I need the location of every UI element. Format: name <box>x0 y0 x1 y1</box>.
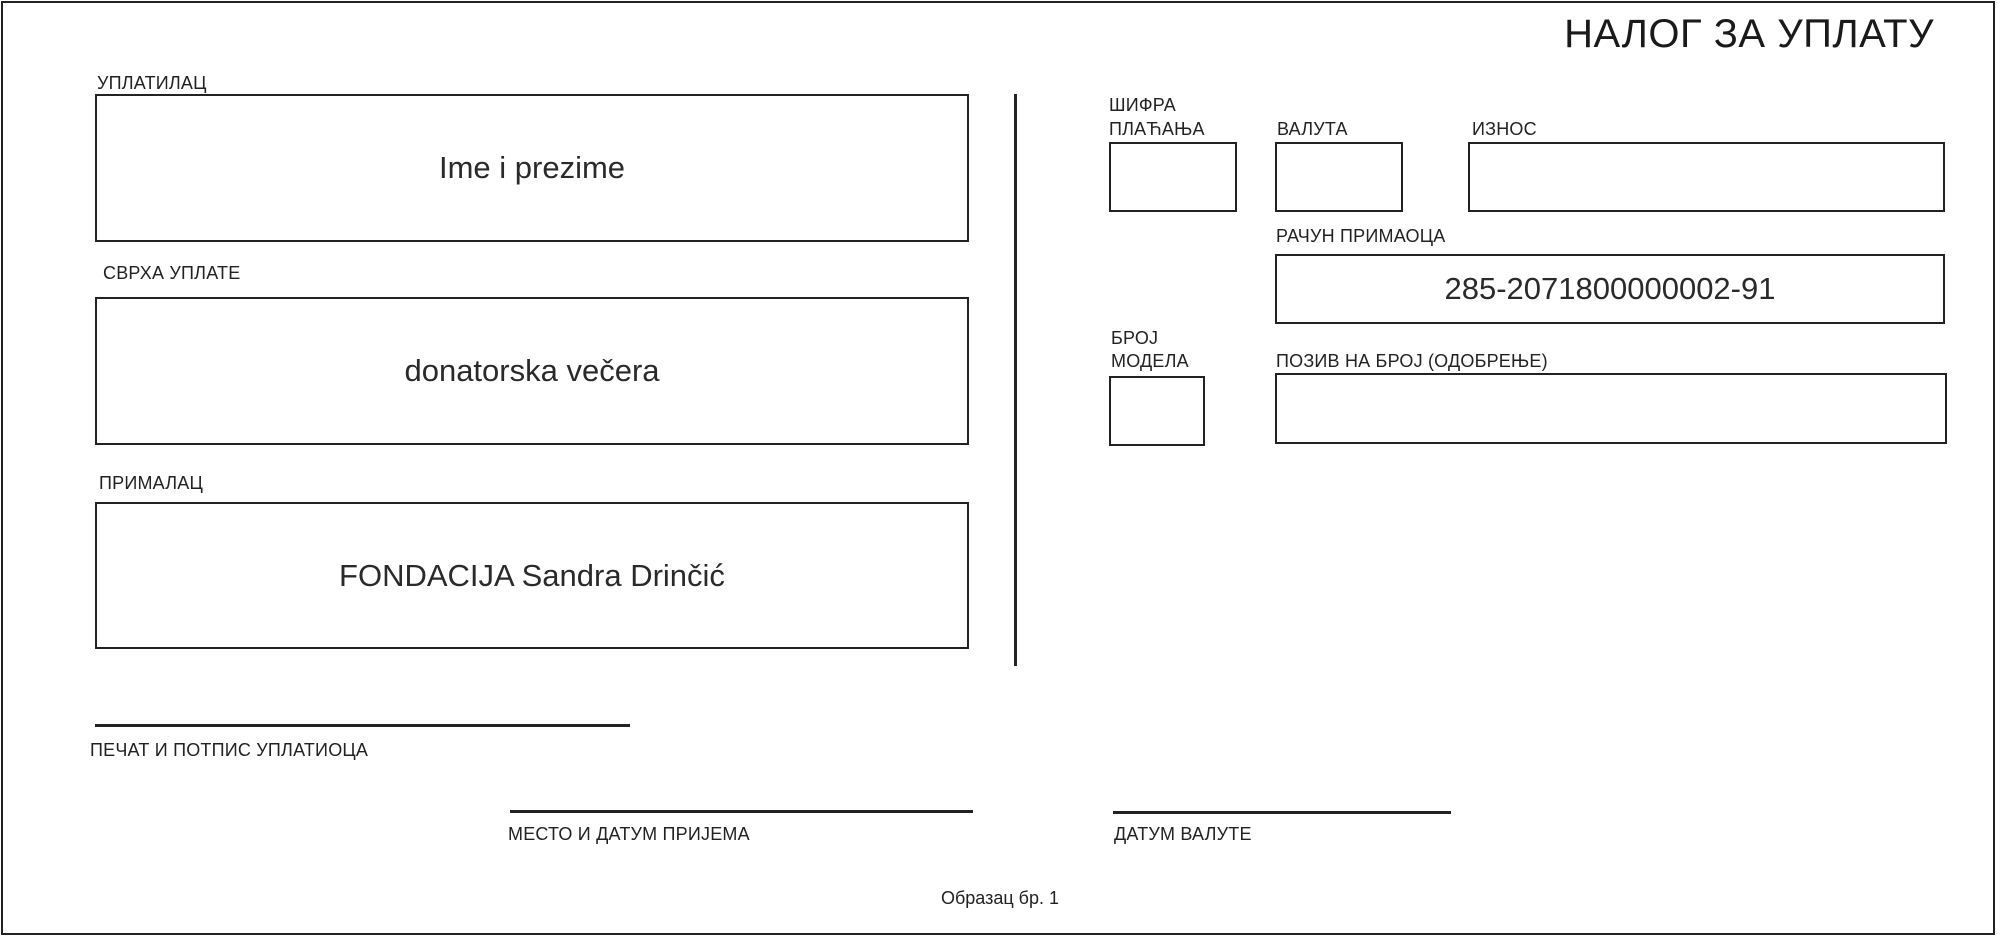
purpose-label: СВРХА УПЛАТЕ <box>103 263 241 283</box>
reference-number-field[interactable] <box>1275 373 1947 444</box>
currency-label: ВАЛУТА <box>1277 119 1348 139</box>
recipient-account-field[interactable] <box>1275 254 1945 324</box>
value-date-label: ДАТУМ ВАЛУТЕ <box>1114 824 1252 844</box>
place-date-label: МЕСТО И ДАТУМ ПРИЈЕМА <box>508 824 750 844</box>
value-date-line <box>1113 811 1451 814</box>
purpose-field[interactable] <box>95 297 969 445</box>
signature-label: ПЕЧАТ И ПОТПИС УПЛАТИОЦА <box>90 740 369 760</box>
model-number-label-line2: МОДЕЛА <box>1111 351 1189 371</box>
payment-code-field[interactable] <box>1109 142 1237 212</box>
currency-field[interactable] <box>1275 142 1403 212</box>
payment-code-label-line1: ШИФРА <box>1109 95 1176 115</box>
recipient-account-value: 285-2071800000002-91 <box>1444 271 1776 306</box>
recipient-field[interactable] <box>95 502 969 649</box>
signature-line <box>95 724 630 727</box>
purpose-value: donatorska večera <box>404 353 660 388</box>
column-divider <box>1014 94 1017 666</box>
payer-field[interactable] <box>95 94 969 242</box>
form-number: Образац бр. 1 <box>940 888 1060 908</box>
amount-label: ИЗНОС <box>1472 119 1537 139</box>
payment-code-label-line2: ПЛАЋАЊА <box>1109 119 1205 139</box>
amount-field[interactable] <box>1468 142 1945 212</box>
recipient-value: FONDACIJA Sandra Drinčić <box>339 557 725 593</box>
model-number-field[interactable] <box>1109 376 1205 446</box>
form-title: НАЛОГ ЗА УПЛАТУ <box>1564 12 1934 56</box>
recipient-label: ПРИМАЛАЦ <box>99 473 204 493</box>
place-date-line <box>510 810 973 813</box>
payer-label: УПЛАТИЛАЦ <box>97 73 207 93</box>
payer-value: Ime i prezime <box>438 150 626 185</box>
model-number-label-line1: БРОЈ <box>1111 328 1159 348</box>
recipient-account-label: РАЧУН ПРИМАОЦА <box>1276 226 1446 246</box>
reference-number-label: ПОЗИВ НА БРОЈ (ОДОБРЕЊЕ) <box>1276 351 1548 371</box>
